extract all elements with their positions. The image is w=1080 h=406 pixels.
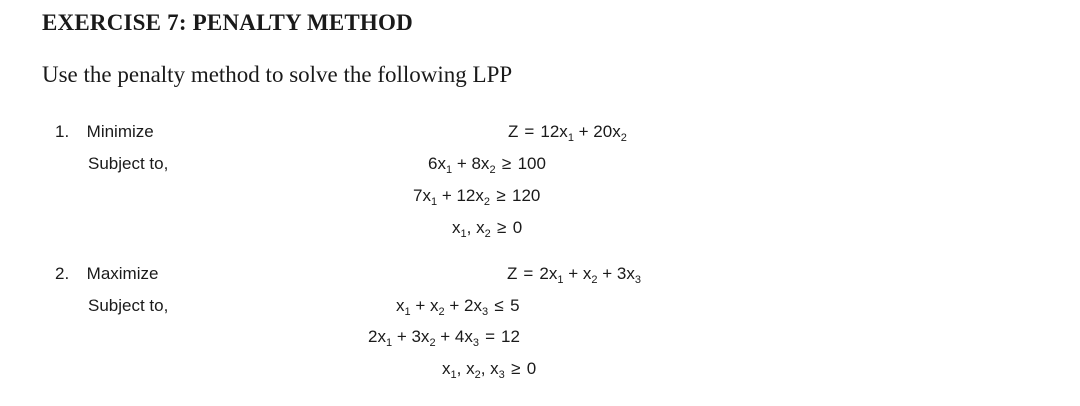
expr-term: , x [466,218,485,237]
objective-expression [539,264,641,286]
expr-term: + 4x [435,327,473,346]
expr-term: + 8x [452,154,490,173]
problem-1-objective [508,122,627,142]
expr-term: + 12x [437,186,484,205]
constraint-rhs: 5 [510,296,520,315]
constraint-rhs: 0 [526,359,537,378]
expr-subscript: 2 [489,164,496,176]
expr-term: 7x [413,186,431,205]
constraint-rhs: 120 [512,186,541,205]
expr-subscript: 1 [450,369,457,381]
expr-subscript: 1 [430,196,438,208]
objective-lhs: Z [507,264,518,283]
constraint-lhs [452,218,491,240]
expr-term: + 2x [444,296,482,315]
intro-text: Use the penalty method to solve the following LPP [42,62,513,87]
expr-subscript: 3 [498,369,505,381]
expr-subscript: 3 [634,274,641,286]
constraint-lhs [413,186,491,208]
problem-1-constraint-3 [452,218,522,238]
expr-subscript: 1 [557,274,564,286]
expr-term: 2x [539,264,558,283]
expr-subscript: 2 [484,228,491,240]
constraint-relation: ≥ [511,359,521,378]
constraint-rhs: 100 [517,154,546,173]
problem-1-constraint-2 [413,186,540,206]
constraint-lhs [428,154,496,176]
expr-subscript: 1 [460,228,467,240]
expr-subscript: 1 [445,164,453,176]
exercise-title: EXERCISE 7: PENALTY METHOD [42,10,413,35]
constraint-lhs [396,296,489,318]
constraint-relation: = [485,327,495,346]
problem-1-subject-label: Subject to, [88,154,169,173]
objective-relation: = [524,122,535,141]
problem-2-constraint-1 [396,296,520,316]
expr-term: x [442,359,451,378]
expr-term: 6x [428,154,446,173]
problem-1-constraint-1 [428,154,546,174]
expr-term: , x [456,359,475,378]
expr-subscript: 2 [591,274,598,286]
expr-term: x [452,218,461,237]
expr-subscript: 3 [472,337,480,349]
objective-expression [540,122,627,144]
expr-term: 2x [368,327,386,346]
objective-relation: = [523,264,534,283]
constraint-relation: ≥ [496,186,506,205]
expr-subscript: 3 [481,306,489,318]
constraint-lhs [442,359,505,381]
expr-subscript: 2 [620,132,627,144]
expr-subscript: 1 [567,132,574,144]
problem-2-number: 2. [55,264,70,283]
problem-2-constraint-2 [368,327,520,347]
problem-2-objective [507,264,641,284]
expr-term: + 3x [597,264,635,283]
problem-1-number: 1. [55,122,70,141]
expr-subscript: 2 [483,196,491,208]
expr-subscript: 2 [474,369,481,381]
constraint-relation: ≤ [494,296,504,315]
expr-term: , x [480,359,499,378]
expr-subscript: 1 [385,337,393,349]
problem-2-heading [55,264,158,284]
expr-term: 12x [540,122,568,141]
problem-1-heading [55,122,154,142]
problem-2-constraint-3 [442,359,536,379]
constraint-rhs: 12 [501,327,520,346]
expr-term: + x [563,264,592,283]
objective-lhs: Z [508,122,519,141]
constraint-relation: ≥ [497,218,507,237]
expr-term: + 3x [392,327,430,346]
constraint-rhs: 0 [512,218,523,237]
problem-2-type: Maximize [86,264,159,283]
expr-subscript: 2 [438,306,445,318]
constraint-relation: ≥ [501,154,512,173]
expr-subscript: 1 [404,306,411,318]
expr-term: + 20x [573,122,621,141]
expr-subscript: 2 [429,337,436,349]
expr-term: x [396,296,405,315]
problem-2-subject-label: Subject to, [88,296,169,315]
constraint-lhs [368,327,480,349]
problem-1-type: Minimize [86,122,154,141]
expr-term: + x [410,296,439,315]
